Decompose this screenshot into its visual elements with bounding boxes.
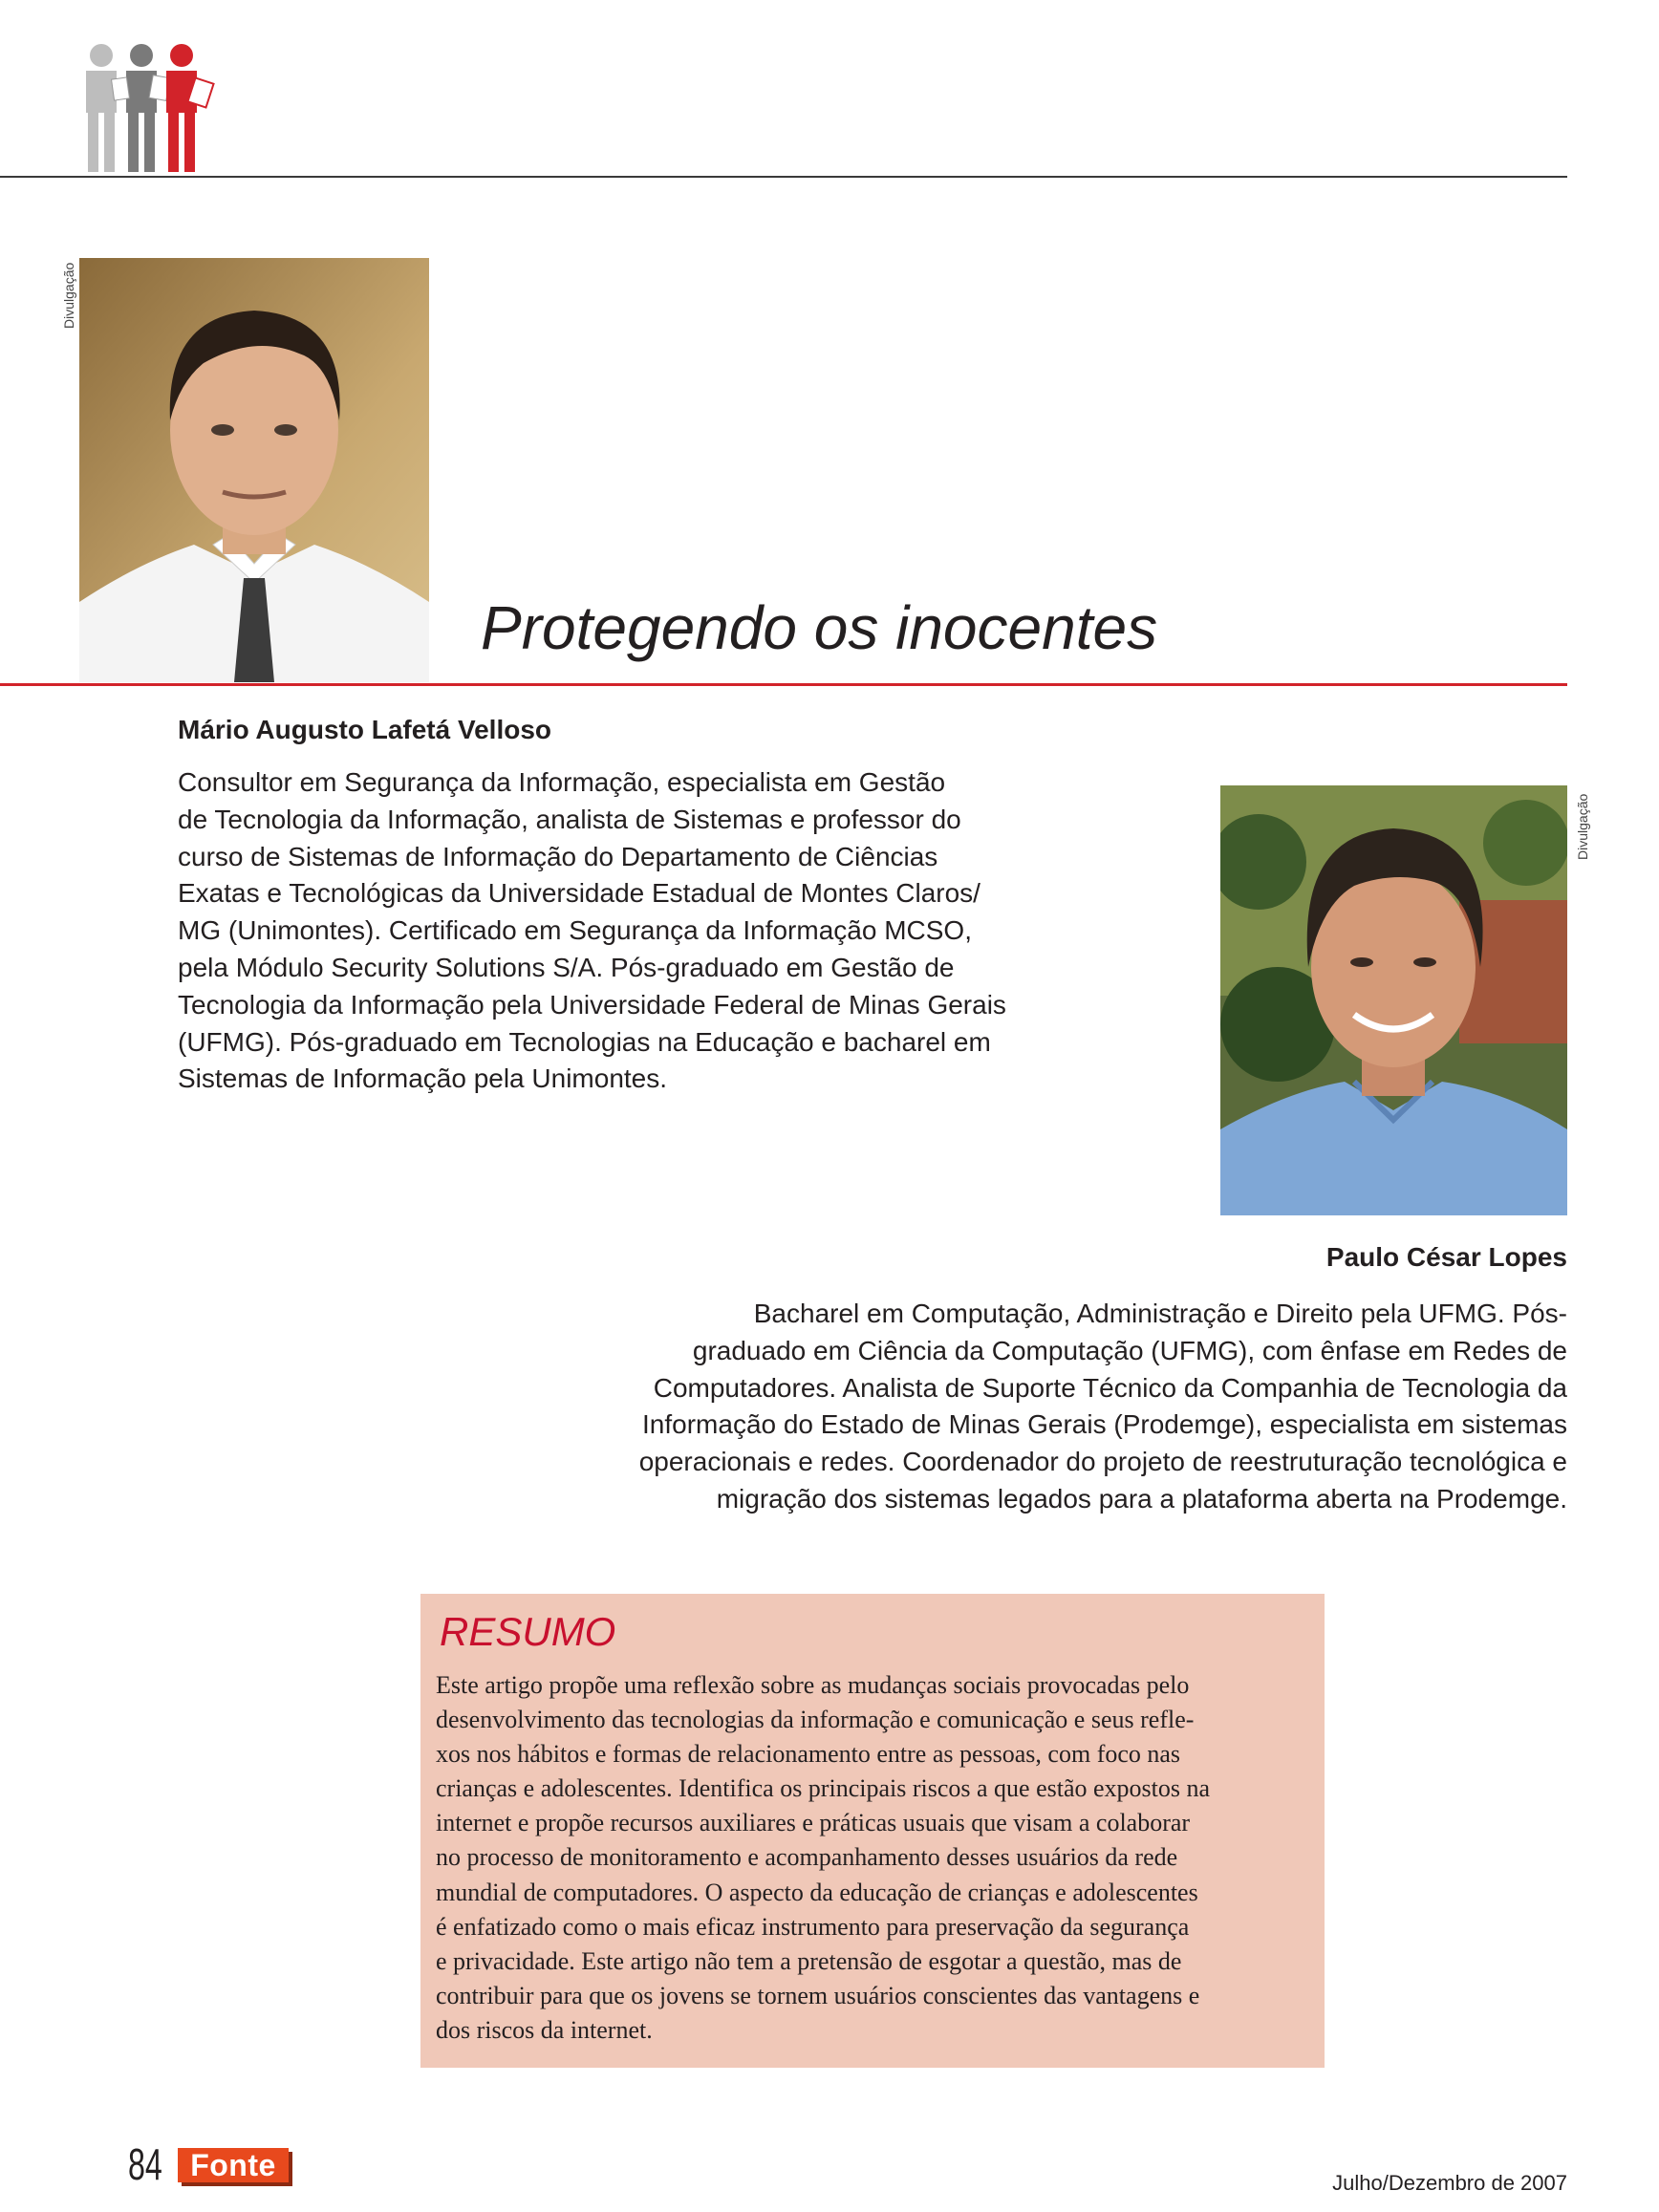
bio-line: Consultor em Segurança da Informação, especialista em Gestão xyxy=(178,767,946,797)
bio-line: Sistemas de Informação pela Unimontes. xyxy=(178,1063,668,1094)
author-bio-2 xyxy=(554,1296,1567,1518)
author-name-1: Mário Augusto Lafetá Velloso xyxy=(178,715,552,744)
abstract-line: é enfatizado como o mais eficaz instrumento para preservação da segurança xyxy=(436,1912,1190,1941)
author-bio-1 xyxy=(178,764,1066,1098)
issue-date: Julho/Dezembro de 2007 xyxy=(1332,2171,1567,2195)
bio-line: de Tecnologia da Informação, analista de Sistemas e professor do xyxy=(178,804,961,834)
abstract-line: Este artigo propõe uma reflexão sobre as mudanças sociais provocadas pelo xyxy=(436,1671,1190,1699)
page-number: 84 xyxy=(128,2139,162,2189)
photo-credit-2: Divulgação xyxy=(1575,793,1590,860)
author-name-2: Paulo César Lopes xyxy=(1325,1242,1567,1272)
abstract-line: xos nos hábitos e formas de relacionamento entre as pessoas, com foco nas xyxy=(436,1740,1181,1769)
abstract-line: desenvolvimento das tecnologias da informação e comunicação e seus refle- xyxy=(436,1706,1195,1734)
abstract-line: internet e propõe recursos auxiliares e práticas usuais que visam a colaborar xyxy=(436,1809,1191,1837)
bio-line: Tecnologia da Informação pela Universidade Federal de Minas Gerais xyxy=(178,989,1006,1020)
bio-line: graduado em Ciência da Computação (UFMG), com ênfase em Redes de xyxy=(692,1335,1567,1365)
abstract-line: crianças e adolescentes. Identifica os principais riscos a que estão expostos na xyxy=(436,1774,1211,1803)
abstract-line: contribuir para que os jovens se tornem usuários conscientes das vantagens e xyxy=(436,1981,1200,2009)
three-people-figures-icon xyxy=(78,42,224,176)
title-rule xyxy=(0,683,1567,686)
abstract-text xyxy=(436,1668,1307,2048)
abstract-line: no processo de monitoramento e acompanhamento desses usuários da rede xyxy=(436,1843,1178,1872)
bio-line: MG (Unimontes). Certificado em Segurança da Informação MCSO, xyxy=(178,915,972,946)
bio-line: Informação do Estado de Minas Gerais (Prodemge), especialista em sistemas xyxy=(642,1409,1567,1440)
photo-credit-1: Divulgação xyxy=(61,262,76,329)
bio-line: (UFMG). Pós-graduado em Tecnologias na Educação e bacharel em xyxy=(178,1026,991,1057)
abstract-line: e privacidade. Este artigo não tem a pretensão de esgotar a questão, mas de xyxy=(436,1946,1182,1975)
header-rule xyxy=(0,176,1567,178)
abstract-line: mundial de computadores. O aspecto da educação de crianças e adolescentes xyxy=(436,1878,1198,1906)
author-photo-paulo xyxy=(1220,785,1567,1215)
abstract-title: RESUMO xyxy=(440,1609,616,1654)
article-title: Protegendo os inocentes xyxy=(481,593,1158,662)
bio-line: Bacharel em Computação, Administração e Direito pela UFMG. Pós- xyxy=(753,1299,1567,1328)
bio-line: curso de Sistemas de Informação do Departamento de Ciências xyxy=(178,841,938,871)
bio-line: Exatas e Tecnológicas da Universidade Estadual de Montes Claros/ xyxy=(178,878,980,909)
bio-line: pela Módulo Security Solutions S/A. Pós-graduado em Gestão de xyxy=(178,952,955,982)
bio-line: migração dos sistemas legados para a plataforma aberta na Prodemge. xyxy=(716,1483,1567,1514)
author-photo-mario xyxy=(79,258,429,682)
brand-logo: Fonte xyxy=(178,2148,289,2182)
bio-line: Computadores. Analista de Suporte Técnico da Companhia de Tecnologia da xyxy=(653,1372,1567,1403)
bio-line: operacionais e redes. Coordenador do projeto de reestruturação tecnológica e xyxy=(638,1447,1567,1477)
abstract-line: dos riscos da internet. xyxy=(436,2015,653,2044)
